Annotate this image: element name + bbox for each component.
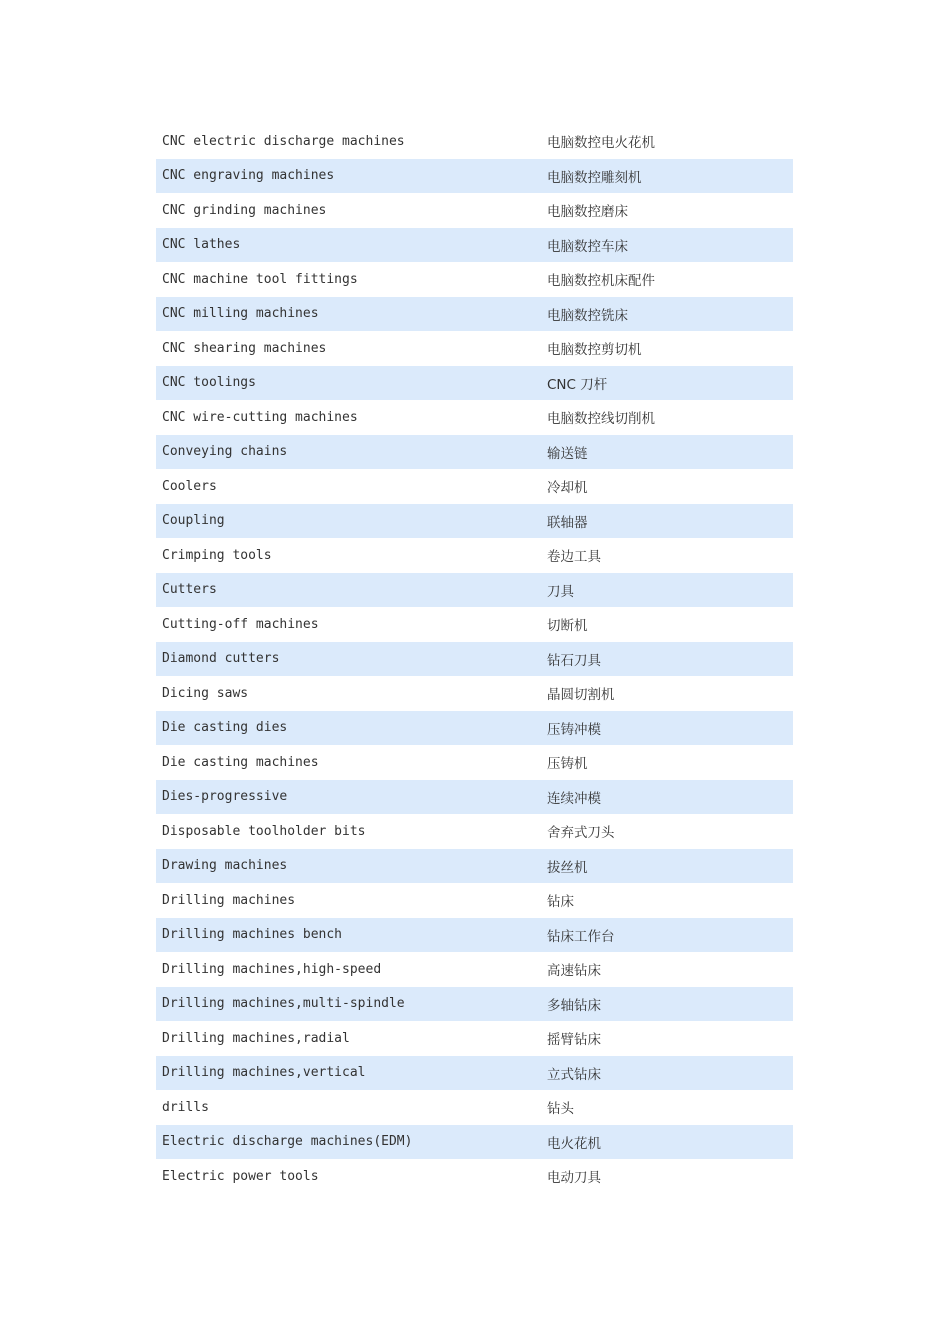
chinese-term: CNC 刀杆 (547, 376, 608, 393)
english-term: Drawing machines (162, 858, 288, 874)
table-row (156, 711, 793, 746)
table-row (156, 849, 793, 884)
table-row (156, 642, 793, 677)
english-term: CNC electric discharge machines (162, 133, 405, 149)
english-term: Drilling machines,high-speed (162, 961, 382, 977)
table-row (156, 366, 793, 401)
chinese-term: 压铸冲模 (547, 721, 601, 738)
chinese-term: 多轴钻床 (547, 997, 601, 1014)
english-term: Drilling machines,radial (162, 1030, 350, 1046)
english-term: CNC wire-cutting machines (162, 409, 358, 425)
english-term: Diamond cutters (162, 651, 280, 667)
english-term: CNC shearing machines (162, 340, 327, 356)
table-row (156, 297, 793, 332)
chinese-term: 卷边工具 (547, 549, 601, 566)
english-term: CNC lathes (162, 237, 241, 253)
chinese-term: 钻床 (547, 894, 574, 911)
chinese-term: 电脑数控电火花机 (547, 135, 655, 152)
table-row (156, 435, 793, 470)
english-term: Coolers (162, 478, 217, 494)
english-term: CNC grinding machines (162, 202, 327, 218)
table-row (156, 952, 793, 987)
chinese-term: 电动刀具 (547, 1170, 601, 1187)
english-term: CNC toolings (162, 375, 256, 391)
chinese-term: 电脑数控铣床 (547, 307, 628, 324)
chinese-term: 电脑数控机床配件 (547, 273, 655, 290)
table-row (156, 1056, 793, 1091)
english-term: Drilling machines (162, 892, 296, 908)
english-term: Dies-progressive (162, 789, 288, 805)
chinese-term: 电脑数控车床 (547, 238, 628, 255)
table-row (156, 193, 793, 228)
table-row (156, 1021, 793, 1056)
table-row (156, 228, 793, 263)
english-term: Coupling (162, 513, 225, 529)
chinese-term: 钻床工作台 (547, 928, 615, 945)
english-term: Electric discharge machines(EDM) (162, 1134, 413, 1150)
english-term: Crimping tools (162, 547, 272, 563)
table-row (156, 400, 793, 435)
chinese-term: 拔丝机 (547, 859, 588, 876)
chinese-term: 刀具 (547, 583, 574, 600)
chinese-term: 钻头 (547, 1101, 574, 1118)
table-row (156, 814, 793, 849)
chinese-term: 电脑数控磨床 (547, 204, 628, 221)
chinese-term: 电火花机 (547, 1135, 601, 1152)
chinese-term: 摇臂钻床 (547, 1032, 601, 1049)
chinese-term: 输送链 (547, 445, 588, 462)
chinese-term: 切断机 (547, 618, 588, 635)
table-row (156, 918, 793, 953)
table-row (156, 159, 793, 194)
english-term: Cutting-off machines (162, 616, 319, 632)
english-term: Die casting machines (162, 754, 319, 770)
table-row (156, 124, 793, 159)
chinese-term: 电脑数控剪切机 (547, 342, 642, 359)
english-term: drills (162, 1099, 209, 1115)
chinese-term: 高速钻床 (547, 963, 601, 980)
table-row (156, 883, 793, 918)
table-row (156, 538, 793, 573)
english-term: CNC machine tool fittings (162, 271, 358, 287)
english-term: Cutters (162, 582, 217, 598)
chinese-term: 舍弃式刀头 (547, 825, 615, 842)
chinese-term: 电脑数控线切削机 (547, 411, 655, 428)
chinese-term: 晶圆切割机 (547, 687, 615, 704)
glossary-table (156, 124, 793, 1194)
chinese-term: 电脑数控雕刻机 (547, 169, 642, 186)
english-term: Die casting dies (162, 720, 288, 736)
english-term: Electric power tools (162, 1168, 319, 1184)
chinese-term: 联轴器 (547, 514, 588, 531)
table-row (156, 1159, 793, 1194)
table-row (156, 987, 793, 1022)
table-row (156, 1125, 793, 1160)
english-term: Dicing saws (162, 685, 249, 701)
english-term: Drilling machines,vertical (162, 1065, 366, 1081)
chinese-term: 冷却机 (547, 480, 588, 497)
english-term: Conveying chains (162, 444, 288, 460)
english-term: CNC engraving machines (162, 168, 335, 184)
table-row (156, 676, 793, 711)
table-row (156, 745, 793, 780)
table-row (156, 573, 793, 608)
english-term: CNC milling machines (162, 306, 319, 322)
table-row (156, 262, 793, 297)
chinese-term: 钻石刀具 (547, 652, 601, 669)
table-row (156, 331, 793, 366)
chinese-term: 连续冲模 (547, 790, 601, 807)
table-row (156, 1090, 793, 1125)
table-row (156, 469, 793, 504)
table-row (156, 780, 793, 815)
chinese-term: 立式钻床 (547, 1066, 601, 1083)
table-row (156, 504, 793, 539)
english-term: Disposable toolholder bits (162, 823, 366, 839)
english-term: Drilling machines,multi-spindle (162, 996, 405, 1012)
table-row (156, 607, 793, 642)
chinese-term: 压铸机 (547, 756, 588, 773)
english-term: Drilling machines bench (162, 927, 343, 943)
